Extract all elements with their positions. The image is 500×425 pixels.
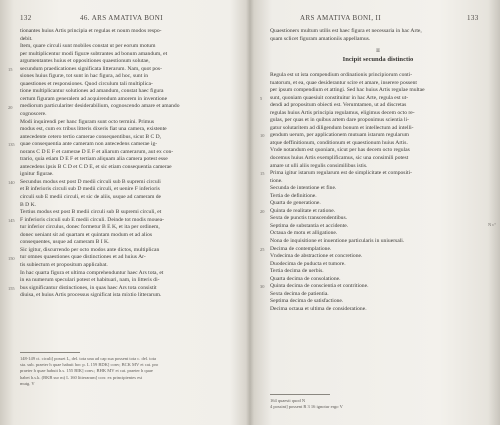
line-number-margin: 5 [260,95,263,101]
right-side-note: N c° [488,222,496,227]
right-body-line: Nona de inquisitione et inuentione particularis in uniuersali. [270,238,405,245]
left-body-line: in ea numerum speculari potest et habituari, nam, in litteris di- [20,277,160,284]
right-body-line: Regula est ut ista compendium ordinationis principiorum conti- [270,72,413,78]
right-body-line: Quinta decima de conscientia et contritione. [270,283,369,290]
left-body-line: F inferioris circuli sub E medii circuli. Deinde tot modis mouea- [20,216,165,223]
right-body-line: Quarta de generatione. [270,200,321,207]
line-number-margin: 20 [8,104,13,110]
line-number-margin: 15 [260,171,265,177]
left-body-line: antecedens ipsis B C D et C D E, et sic etiam consequentia camerae [20,163,172,170]
left-footnotes [20,356,238,387]
line-number-margin: 30 [260,284,265,290]
line-number-margin: 20 [260,208,265,214]
left-body-line: In hac quarta figura et ultima comprehenduntur haec Ars tota, et [20,269,164,276]
line-number-margin: 15 [8,66,13,72]
line-number-margin: 155 [8,285,15,291]
right-body-line: Duodecima de puducta et tumore. [270,260,346,267]
right-body-line: gatur solutaritem ad diligendum bonum et intellectum ad intelli- [270,124,414,131]
left-body-line: et B inferioris circuli sub D medii circuli, et uenire F inferioris [20,186,160,193]
left-body-line: antecedente cetero tertio camerae consequentibus, sicut B C D, [20,133,162,140]
left-body-line: tis subiectum et propositum applicabat. [20,261,108,268]
right-body-line: atque deffinitionum, conditionum et quaestionum huius Artis. [270,139,408,146]
left-body-line: Sic igitur, discurrendo per octo modos ante dictos, multiplican [20,246,160,253]
right-body-line: Sexta de punctis transcendentibus. [270,215,348,222]
right-body-line: tione. [270,177,283,184]
right-page [252,0,500,425]
left-body-line: norans C D E F et camerae D E F et aliarum camerarum, aut ex con- [20,148,174,155]
right-body-line: Septima de substantia et accidente. [270,222,349,229]
right-body-line: Sexta decima de patientia. [270,290,329,297]
right-footnotes [270,398,486,410]
right-body-line: amare ut ulli aliis regulis consimilibus istis. [270,162,368,169]
right-body-line: Decima de contemplatione. [270,245,332,252]
right-body-line: regulas huius Artis principia regulamus, eligimus decem octo re- [270,109,415,116]
right-footnote-rule [270,394,330,395]
left-body-line: certum figuram generalem ad acquirendum amorem in inventione [20,95,168,102]
left-body-line: tur omnes quaestiones quae distinctiones et ad huius Ar- [20,254,146,261]
left-body-line: donec ueniant sit ad quartam et quintam modum et ad alios [20,231,153,238]
left-body-line: diuisa, et huius Artis processus significat ista mixtio litterarum. [20,292,162,299]
left-body-line: quae consequentia ante cameram non antecedens camerae ig- [20,141,158,148]
section-heading-block [270,48,486,63]
left-body-line: ignitur figurae. [20,171,54,178]
right-body-line: tuatorum, et ea, quae desiderantur scire et amare, inserere possent [270,79,417,86]
left-page-number: 132 [20,14,32,22]
section-title: Incipit secunda distinctio [342,55,414,63]
line-number-margin: 25 [260,246,265,252]
left-body-line: siones huius figuræ, tot sunt in hac figura, ad hoc, sunt in [20,73,149,80]
left-body-line: Tertius modus est post B medii circuli sub B supremi circuli, et [20,209,162,216]
right-body-line: Quinta de realitate et ratione. [270,207,336,214]
right-body-line: Vnde notandum est quoniam, sicut per has decem octo regulas [270,147,410,154]
right-body-line: Prima igitur istarum regularum est de simplicitate et compositi- [270,170,412,177]
left-body-line: quaestiones et responsiones. Quod circulum tali multiplica- [20,80,153,87]
left-body-line: tione multiplicantur solutiones ad amandum, constat haec figura [20,88,164,95]
left-running-header: 46. ARS AMATIVA BONI [80,14,163,22]
left-body-line: secundum praedicationes significata litterarum. Nam, quot pos- [20,65,162,72]
left-footnote-line: 148-149 ct. ciculi] posset L, del. tota una ad cap sua possent tota c. del. tota [20,356,156,361]
left-body-line: mediorum particulariter desiderabilium, cognoscendo amare et amando [20,103,180,110]
right-body-line: docemus huius Artis exemplificamus, sic una consimili potest [270,155,409,162]
left-footnote-line: sta. sub. praeter h quae habuit hoc p. L 159 BDK] conv; BCK MV et cat. pro [20,362,159,368]
right-intro-line: quam sclicet figuram amationiis appellamus. [270,35,371,42]
left-body-line: Secundus modus est post D medii circuli sub B supremi circuli [20,178,161,185]
section-roman: II [376,48,380,54]
line-number-margin: 145 [8,217,15,223]
left-body-line: cognoscere. [20,111,47,118]
left-body-line: modus est, cum ex tribus litteris dixeris fiat una camera, existente [20,126,167,133]
right-body-line: Vndecima de abstractione et concretione. [270,253,363,260]
right-body-line: Decima octaua et ultima de consideratione. [270,305,367,312]
right-body-line: gendum uerum, per applicationem mutuam istarum regularum [270,132,410,139]
right-page-number: 133 [467,14,479,22]
left-body-line: argumentantes huius et oppositiones quaestionum solutae, [20,58,150,65]
right-body-line: Octaua de motu et alligatione. [270,230,338,237]
line-number-margin: 150 [8,255,15,261]
left-body-line: tionantes huius Artis principia et regulas et noum modos respo- [20,28,162,34]
left-body-line: B D K. [20,201,37,208]
right-body-line: dendi ad propositum obiecti est. Verumtamen, ut ad discretas [270,102,407,109]
left-footnote-rule [20,352,80,353]
right-body-line: gulas, per quas et in quibus artem dare proponimus scientia li- [270,117,410,124]
right-running-header: ARS AMATIVA BONI, II [300,14,381,22]
left-body-line: bus significantur distinctiones, in quas haec Ars tota consistit [20,284,157,291]
line-number-margin: 135 [8,142,15,148]
left-body-line: Item, quare circuli sunt mobiles constat ut per eorum motum [20,43,156,50]
left-body-line: trario, quia etiam D E F et tertiam aliquam alia camera potest esse [20,156,168,163]
left-body-line: per multiplicentur modi figuræ subtrantes ad bonum amandum, et [20,50,168,57]
line-number-margin: 10 [260,133,265,139]
line-number-margin: 140 [8,180,15,185]
left-body-text [20,28,238,300]
right-intro-text [270,28,486,43]
right-body-line: sunt, quoniam quaesiuit constituitur in hac Arte, regula est ut- [270,94,409,101]
right-body-line: per ipsum compendium et attingi. Sed hac huius Artis regulae multae [270,87,425,94]
left-footnote-line: mutg. V [20,380,35,386]
right-body-line: Quarta decima de consolatione. [270,275,341,282]
left-page [0,0,248,425]
right-footnote-line: 4 possint] possent R 3 16 ignotur ergo V [270,404,343,410]
left-footnote-line: praeter h quae habuit h.s. 155 BIK] conv.; BHK MV et cat. praeter h quae [20,368,153,374]
right-body-line: Tertia de definitione. [270,192,317,199]
right-footnote-line: 164 quaesti quod N [270,398,306,403]
left-body-line: circuli sub E medii circuli, et sic de aliis, usque ad cameram de [20,194,162,201]
left-body-line: Modi inquirendi per hanc figuram sunt octo termini. Primus [20,118,155,125]
left-footnote-line: habet h.s.k. (BKB sur m) L 160 litterarum] corr. ex principientes est [20,374,143,380]
right-body-line: Secunda de intentione et fine. [270,185,337,192]
right-body-line: Septima decima de satisfactione. [270,298,344,305]
left-body-line: consequentes, usque ad cameram B I K. [20,239,110,246]
right-body-text [270,72,486,314]
right-body-line: Tertia decima de uerbis. [270,268,324,275]
left-body-line: tur inferior circulus, donec formetur B E K, et ita per ordinem, [20,224,160,231]
right-intro-line: Quaestioners multum utilis est haec figura et necessaria in hac Arte, [270,28,422,34]
left-body-line: debit. [20,35,33,42]
